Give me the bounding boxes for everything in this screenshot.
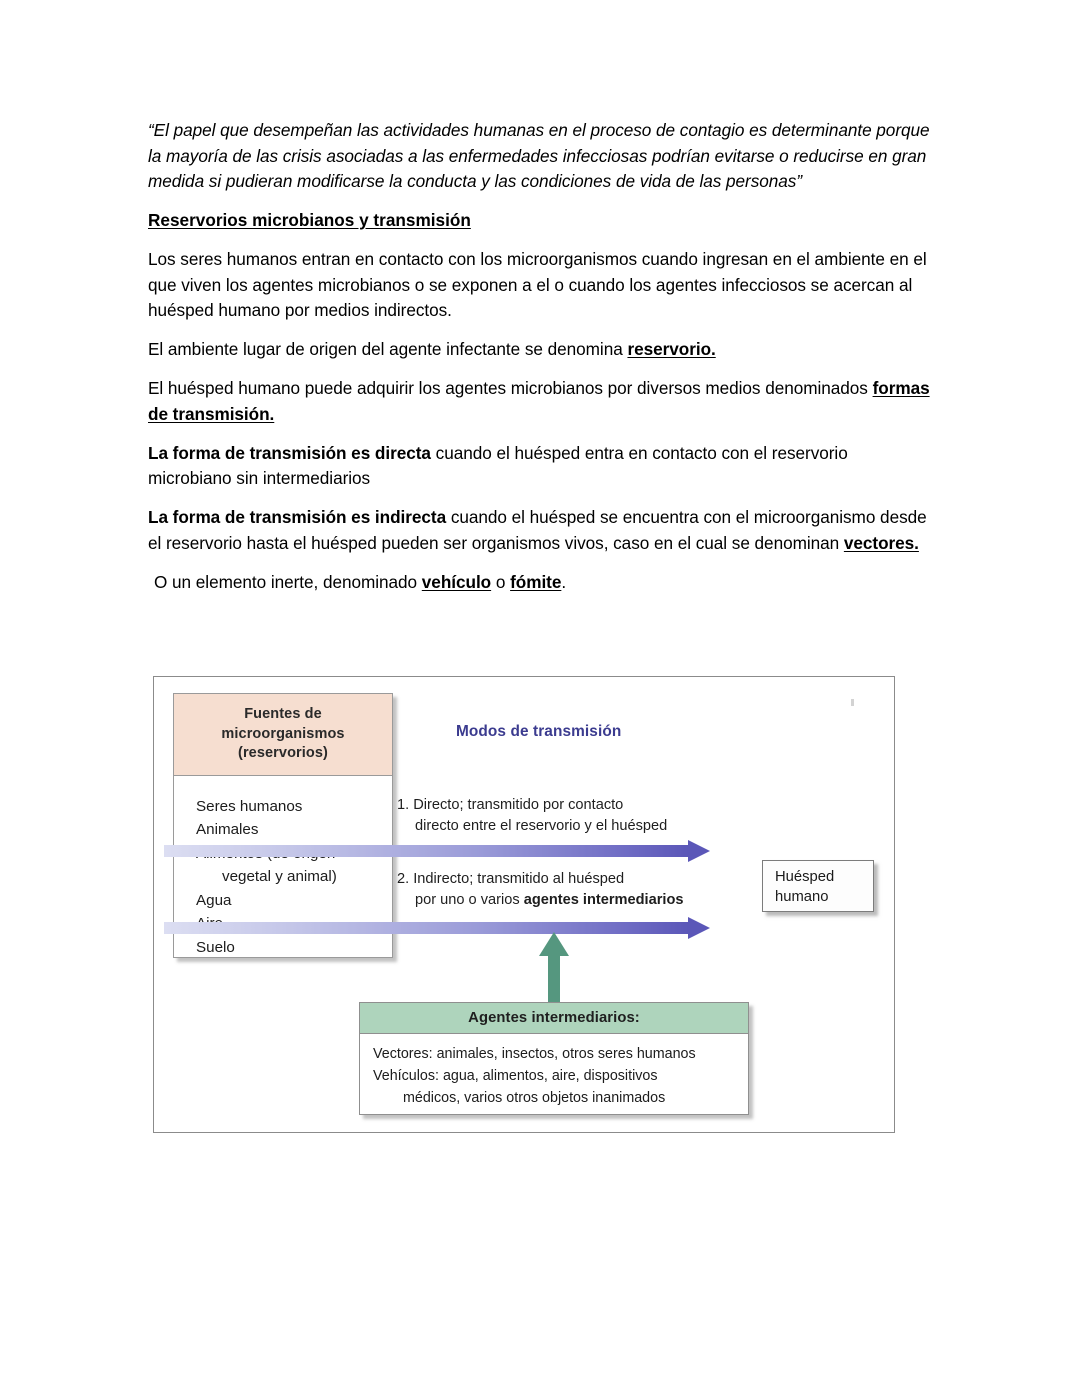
document-content <box>148 118 932 609</box>
list-item: Vectores: animales, insectos, otros seres humanos <box>373 1046 696 1062</box>
intermediaries-up-arrow-icon <box>539 932 569 1005</box>
intermediary-agents-header: Agentes intermediarios: <box>360 1003 748 1034</box>
lead-in-indirecta: La forma de transmisión es indirecta <box>148 507 447 528</box>
arrow-head <box>688 917 710 939</box>
human-host-box <box>762 860 874 912</box>
paragraph-contacto: Los seres humanos entran en contacto con los microorganismos cuando ingresan en el ambiente en el que viven los agentes microbianos o se exponen a el o cuando los agentes infecciosos se acercan al huésped humano por medios indirectos. <box>148 248 927 321</box>
list-item: Vehículos: agua, alimentos, aire, dispositivos <box>373 1068 658 1084</box>
reservoir-box-header <box>174 694 392 776</box>
mode-indirect-text <box>397 869 684 911</box>
lead-in-directa: La forma de transmisión es directa <box>148 442 431 463</box>
paragraph-formas-line1: El huésped humano puede adquirir los agentes microbianos por diversos medios <box>148 377 761 398</box>
mode-direct-line-1: 1. Directo; transmitido por contacto <box>397 797 624 813</box>
mode-indirect-line-2-pre: por uno o varios <box>415 892 524 908</box>
list-item: médicos, varios otros objetos inanimados <box>403 1090 666 1106</box>
transmission-diagram <box>153 676 895 1133</box>
direct-transmission-arrow-icon <box>164 840 710 862</box>
reservoir-header-line-3: (reservorios) <box>238 745 328 761</box>
list-item: vegetal y animal) <box>222 868 337 885</box>
reservoir-header-line-2: microorganismos <box>221 725 345 742</box>
mode-direct-text <box>397 795 667 837</box>
modes-of-transmission-title: Modos de transmisión <box>456 723 622 740</box>
paragraph-reservorio-pre: El ambiente lugar de origen del agente infectante se denomina <box>148 339 628 360</box>
up-arrow-head <box>539 932 569 956</box>
indirect-transmission-arrow-icon <box>164 917 710 939</box>
paragraph-directa-rest: cuando el huésped entra en contacto con el reservorio microbiano sin intermediarios <box>148 442 848 489</box>
paragraph-vehiculo-mid: o <box>491 571 511 592</box>
paragraph-reservorio <box>148 337 932 363</box>
intermediary-agents-box <box>359 1002 749 1115</box>
list-item: Seres humanos <box>196 797 303 815</box>
arrow-shaft <box>164 845 688 857</box>
paragraph-formas-pre: denominados <box>765 377 873 398</box>
paragraph-vehiculo-end: . <box>561 571 567 592</box>
term-vectores: vectores. <box>843 532 919 553</box>
paragraph-formas-transmision <box>148 376 932 428</box>
mode-indirect-line-2 <box>397 890 684 911</box>
arrow-head <box>688 840 710 862</box>
scan-artifact <box>851 699 854 706</box>
intermediary-agents-list <box>360 1034 748 1109</box>
list-item: Animales <box>196 821 259 838</box>
host-line-1: Huésped <box>775 869 835 885</box>
term-fomite: fómite <box>510 571 562 592</box>
section-heading <box>148 208 932 233</box>
paragraph-transmision-directa <box>148 441 932 493</box>
paragraph-vehiculo-fomite <box>148 570 932 596</box>
section-heading-text: Reservorios microbianos y transmisión <box>148 209 471 230</box>
term-formas-de-transmision: formas de transmisión. <box>148 377 930 424</box>
term-vehiculo: vehículo <box>421 571 492 592</box>
paragraph-transmision-indirecta <box>148 505 932 557</box>
mode-direct-line-2: directo entre el reservorio y el huésped <box>415 818 668 834</box>
opening-quote: “El papel que desempeñan las actividades humanas en el proceso de contagio es determinante porque la mayoría de las crisis asociadas a las enfermedades infecciosas podrían evitarse o reducirse en gran medida si pudieran modificarse la conducta y las condiciones de vida de las personas” <box>148 120 930 192</box>
mode-indirect-line-1: 2. Indirecto; transmitido al huésped <box>397 871 625 887</box>
list-item: Agua <box>196 891 232 909</box>
reservoir-header-line-1: Fuentes de <box>244 706 322 722</box>
arrow-shaft <box>164 922 688 934</box>
term-reservorio: reservorio. <box>627 339 716 360</box>
list-item: Suelo <box>196 938 235 956</box>
mode-indirect-emphasis: agentes intermediarios <box>523 892 684 908</box>
paragraph-indirecta-rest: cuando el huésped se encuentra con el microorganismo desde el reservorio hasta el huésped pueden ser organismos vivos, caso en el cual se denominan <box>148 507 927 553</box>
paragraph-vehiculo-pre: O un elemento inerte, denominado <box>154 571 422 592</box>
host-line-2: humano <box>775 889 829 905</box>
up-arrow-shaft <box>548 954 560 1005</box>
